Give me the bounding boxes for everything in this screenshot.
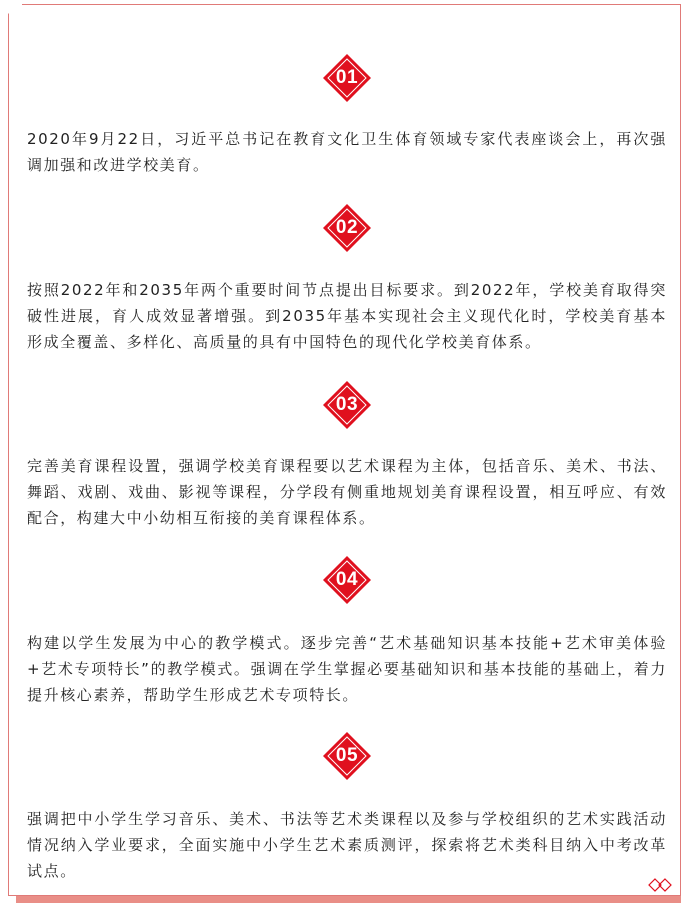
- section-badge-02: [322, 203, 372, 253]
- section-paragraph-03: 完善美育课程设置，强调学校美育课程要以艺术课程为主体，包括音乐、美术、书法、舞蹈、戏剧、戏曲、影视等课程，分学段有侧重地规划美育课程设置，相互呼应、有效配合，构建大中小幼相互衔接的美育课程体系。: [27, 457, 667, 527]
- section-badge-03: [322, 380, 372, 430]
- double-diamond-icon: [646, 877, 676, 891]
- section-number: 05: [335, 745, 359, 766]
- section-badge-05: [322, 731, 372, 781]
- section-number: 02: [335, 217, 359, 238]
- section-paragraph-05: 强调把中小学生学习音乐、美术、书法等艺术类课程以及参与学校组织的艺术实践活动情况纳入学业要求，全面实施中小学生艺术素质测评，探索将艺术类科目纳入中考改革试点。: [27, 810, 667, 880]
- section-paragraph-02: 按照2022年和2035年两个重要时间节点提出目标要求。到2022年，学校美育取得突破性进展，育人成效显著增强。到2035年基本实现社会主义现代化时，学校美育基本形成全覆盖、多样化、高质量的具有中国特色的现代化学校美育体系。: [27, 281, 667, 351]
- section-number: 01: [335, 67, 359, 88]
- section-number: 03: [335, 394, 359, 415]
- section-badge-04: [322, 555, 372, 605]
- frame-top-border: [22, 4, 681, 5]
- bottom-decor-bar: [16, 896, 681, 903]
- section-paragraph-04: 构建以学生发展为中心的教学模式。逐步完善“艺术基础知识基本技能+艺术审美体验+艺术专项特长”的教学模式。强调在学生掌握必要基础知识和基本技能的基础上，着力提升核心素养，帮助学生形成艺术专项特长。: [27, 634, 667, 704]
- section-paragraph-01: 2020年9月22日，习近平总书记在教育文化卫生体育领域专家代表座谈会上，再次强调加强和改进学校美育。: [27, 130, 667, 174]
- section-badge-01: [322, 53, 372, 103]
- section-number: 04: [335, 569, 359, 590]
